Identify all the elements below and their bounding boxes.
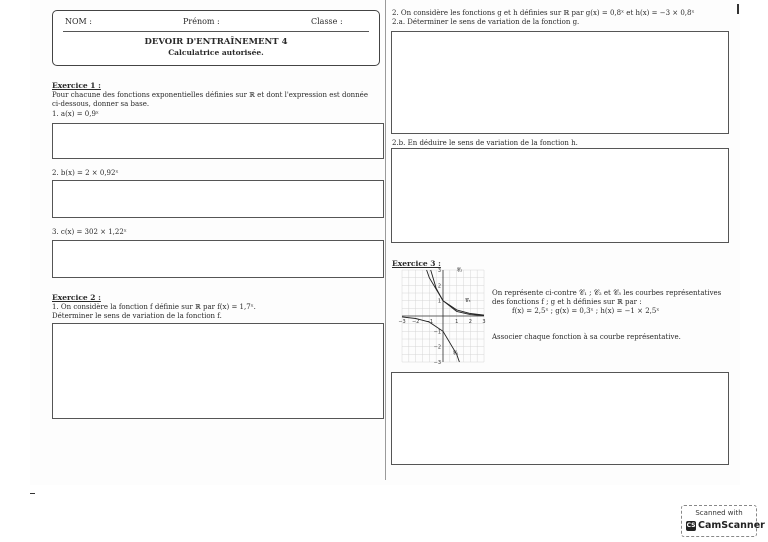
x-tick-label: −3 bbox=[398, 319, 406, 325]
y-tick-label: 2 bbox=[437, 283, 441, 290]
exercise-1-question-1: 1. a(x) = 0,9ˣ bbox=[52, 110, 99, 118]
answer-box-1b[interactable] bbox=[52, 180, 384, 218]
curve-label-2: 𝒞₂ bbox=[456, 267, 463, 274]
exercise-3-instruction: Associer chaque fonction à sa courbe représentative. bbox=[492, 333, 681, 341]
corner-mark bbox=[737, 4, 739, 14]
y-tick-label: −3 bbox=[433, 360, 441, 366]
exercise-2-question-2b: 2.b. En déduire le sens de variation de la fonction h. bbox=[392, 139, 578, 147]
exercise-3-line-2: des fonctions f ; g et h définies sur ℝ par : bbox=[492, 298, 642, 306]
header-box bbox=[52, 10, 380, 66]
exercise-3-functions: f(x) = 2,5ˣ ; g(x) = 0,3ˣ ; h(x) = −1 × 2,5ˣ bbox=[512, 307, 660, 315]
exercise-2-question-2: 2. On considère les fonctions g et h définies sur ℝ par g(x) = 0,8ˣ et h(x) = −3 × 0,8ˣ bbox=[392, 9, 695, 17]
y-tick-label: 3 bbox=[437, 268, 441, 274]
classe-label: Classe : bbox=[311, 17, 343, 26]
answer-box-2b[interactable] bbox=[391, 148, 729, 243]
page-title: DEVOIR D'ENTRAÎNEMENT 4 bbox=[144, 37, 288, 47]
exercise-1-question-2: 2. b(x) = 2 × 0,92ˣ bbox=[52, 169, 119, 177]
page-subtitle: Calculatrice autorisée. bbox=[168, 48, 264, 57]
answer-box-1c[interactable] bbox=[52, 240, 384, 278]
x-tick-label: −2 bbox=[411, 319, 420, 325]
y-tick-label: −1 bbox=[433, 329, 441, 336]
x-tick-label: 2 bbox=[468, 319, 472, 325]
exercise-2-question-1: 1. On considère la fonction f définie sur ℝ par f(x) = 1,7ˣ. bbox=[52, 303, 256, 311]
exercise-2-question-1-task: Déterminer le sens de variation de la fonction f. bbox=[52, 312, 222, 320]
exercise-1-heading: Exercice 1 : bbox=[52, 81, 101, 90]
curve-label-1: 𝒞₁ bbox=[452, 350, 459, 357]
exercise-3-line-1: On représente ci-contre 𝒞₁ ; 𝒞₂ et 𝒞₃ les courbes représentatives bbox=[492, 289, 722, 297]
camscanner-logo: CS bbox=[686, 522, 696, 529]
x-tick-label: 3 bbox=[482, 319, 486, 325]
answer-box-2a[interactable] bbox=[391, 31, 729, 134]
curve-label-3: 𝒞₃ bbox=[464, 298, 471, 305]
prenom-label: Prénom : bbox=[183, 17, 220, 26]
exercise-3-heading: Exercice 3 : bbox=[392, 259, 441, 268]
x-tick-label: −1 bbox=[425, 319, 434, 325]
exercise-1-question-3: 3. c(x) = 302 × 1,22ˣ bbox=[52, 228, 127, 236]
exercise-1-intro-line2: ci-dessous, donner sa base. bbox=[52, 100, 150, 108]
answer-box-3[interactable] bbox=[391, 372, 729, 465]
camscanner-badge bbox=[681, 505, 765, 537]
column-divider bbox=[385, 0, 386, 480]
x-tick-label: 1 bbox=[455, 319, 459, 325]
answer-box-1a[interactable] bbox=[52, 123, 384, 159]
page-mark bbox=[30, 493, 35, 494]
exponential-curves-chart bbox=[394, 266, 490, 366]
exercise-2-question-2a: 2.a. Déterminer le sens de variation de la fonction g. bbox=[392, 18, 580, 26]
header-rule bbox=[63, 31, 369, 32]
scanned-with-label: Scanned with bbox=[695, 509, 743, 517]
nom-label: NOM : bbox=[65, 17, 92, 26]
exercise-2-heading: Exercice 2 : bbox=[52, 293, 101, 302]
y-tick-label: 1 bbox=[437, 298, 441, 305]
answer-box-2-1[interactable] bbox=[52, 323, 384, 419]
y-tick-label: −2 bbox=[433, 344, 441, 351]
exercise-1-intro-line1: Pour chacune des fonctions exponentielles définies sur ℝ et dont l'expression est donnée bbox=[52, 91, 368, 99]
camscanner-name: CamScanner bbox=[698, 520, 765, 531]
